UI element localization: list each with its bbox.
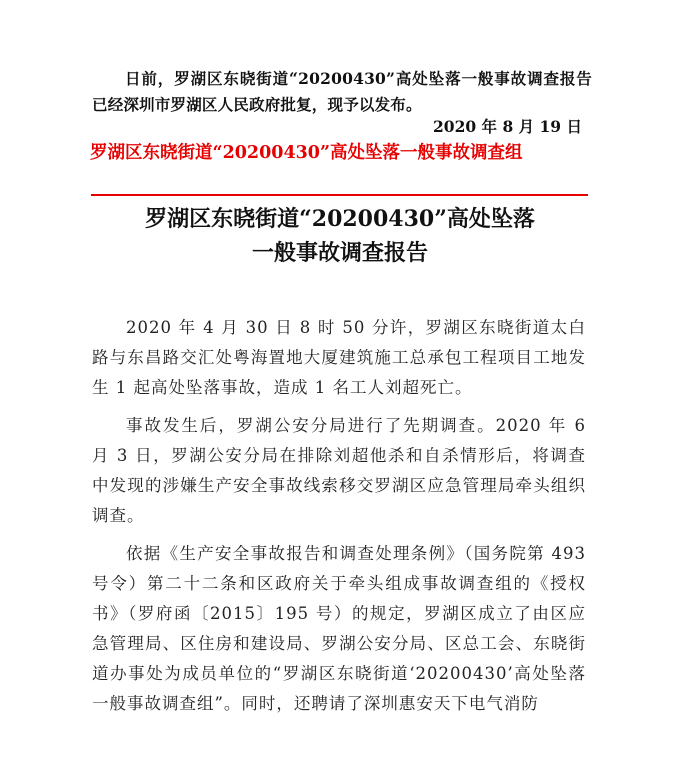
body-paragraph: 事故发生后，罗湖公安分局进行了先期调查。2020 年 6 月 3 日，罗湖公安分局在排除刘超他杀和自杀情形后，将调查中发现的涉嫌生产安全事故线索移交罗湖区应急管理局牵头组织调查。 xyxy=(92,416,586,525)
publication-notice: 日前，罗湖区东晓街道“20200430”高处坠落一般事故调查报告已经深圳市罗湖区人民政府批复，现予以发布。 xyxy=(92,69,592,114)
report-body xyxy=(92,313,586,727)
investigation-team-name: 罗湖区东晓街道“20200430”高处坠落一般事故调查组 xyxy=(90,143,523,163)
report-title-line-2: 一般事故调查报告 xyxy=(251,240,428,266)
publication-date: 2020 年 8 月 19 日 xyxy=(433,117,582,136)
report-title-line-1: 罗湖区东晓街道“20200430”高处坠落 xyxy=(145,206,535,232)
body-paragraph: 2020 年 4 月 30 日 8 时 50 分许，罗湖区东晓街道太白路与东昌路交汇处粤海置地大厦建筑施工总承包工程项目工地发生 1 起高处坠落事故，造成 1 名工人刘超死亡。 xyxy=(92,318,586,397)
report-title xyxy=(90,202,590,270)
body-paragraph: 依据《生产安全事故报告和调查处理条例》（国务院第 493 号令）第二十二条和区政府关于牵头组成事故调查组的《授权书》（罗府函〔2015〕195 号）的规定，罗湖区成立了由区应急管理局、区住房和建设局、罗湖公安分局、区总工会、东晓街道办事处为成员单位的“罗湖区东晓街道‘20200430’高处坠落一般事故调查组”。同时，还聘请了深圳惠安天下电气消防 xyxy=(92,544,586,713)
red-divider-line xyxy=(91,194,588,196)
